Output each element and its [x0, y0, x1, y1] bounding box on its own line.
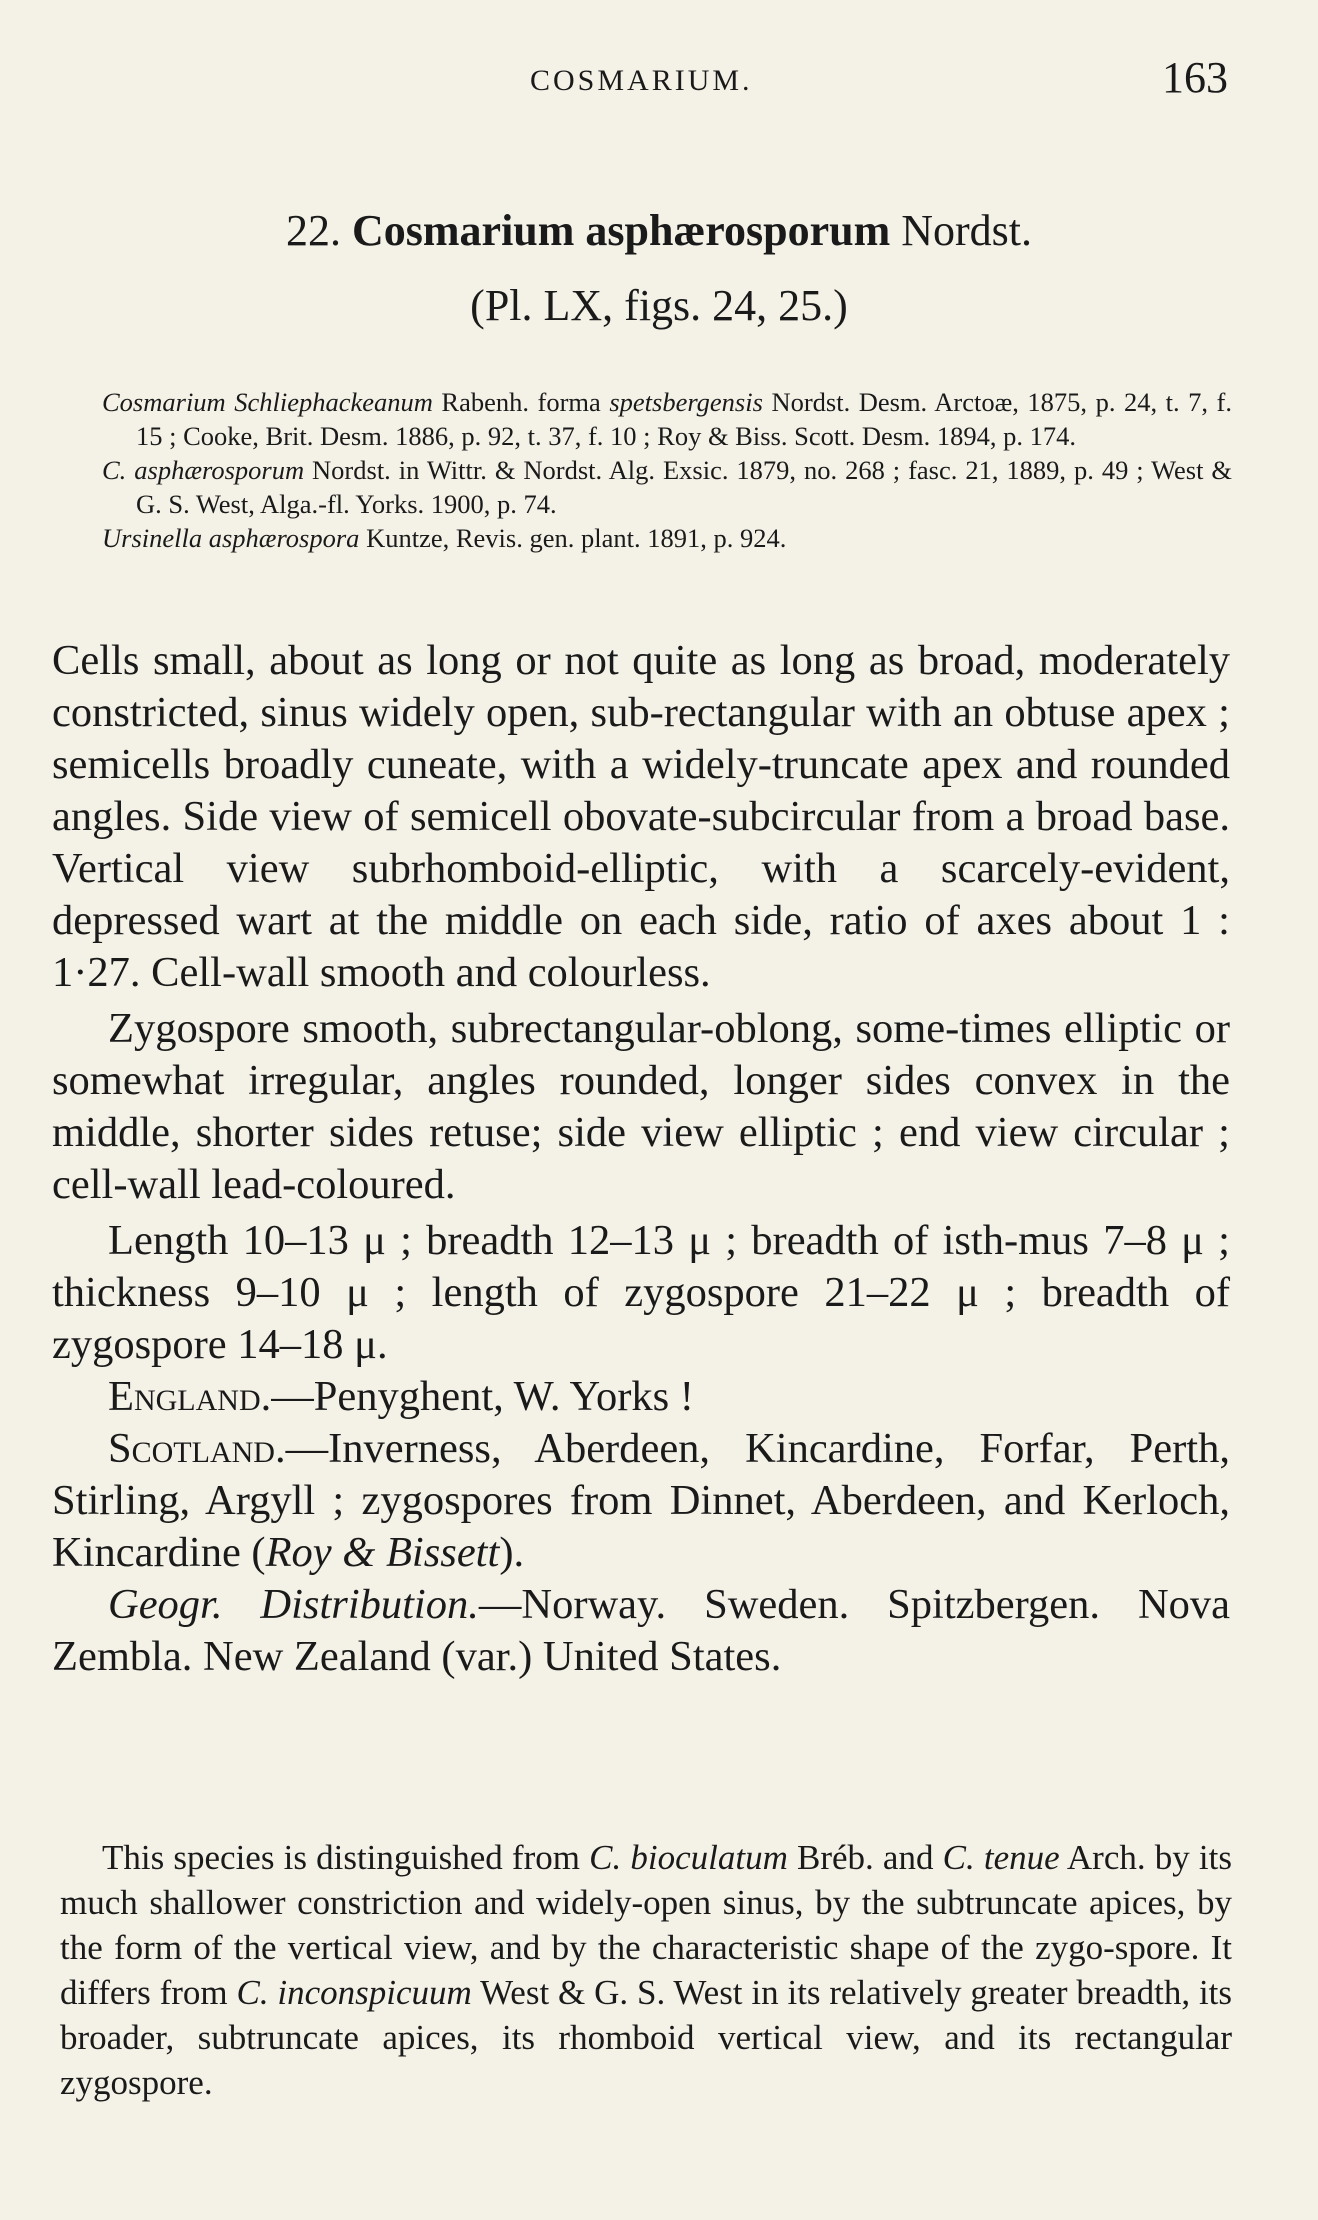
synonym-name: Ursinella asphærospora	[102, 523, 360, 553]
species-author: Nordst.	[901, 206, 1033, 255]
locality-scotland	[52, 1423, 1230, 1579]
synonym-citation: Nordst. in Wittr. & Nordst. Alg. Exsic. 1879, no. 268 ; fasc. 21, 1889, p. 49 ; West & G. S. West, Alga.-fl. Yorks. 1900, p. 74.	[136, 455, 1232, 519]
species-heading	[0, 205, 1318, 256]
measurements: Length 10–13 μ ; breadth 12–13 μ ; breadth of isth-mus 7–8 μ ; thickness 9–10 μ ; length of zygospore 21–22 μ ; breadth of zygospore 14–18 μ.	[52, 1217, 1230, 1368]
distribution-label: Geogr. Distribution.	[108, 1581, 479, 1628]
synonym-form-name: spetsbergensis	[609, 387, 763, 417]
region-label-england: England.	[108, 1373, 272, 1420]
plate-reference: (Pl. LX, figs. 24, 25.)	[470, 281, 848, 330]
collector-credit: Roy & Bissett	[265, 1529, 500, 1576]
locality-text-england: —Penyghent, W. Yorks !	[271, 1373, 694, 1420]
locality-england	[52, 1371, 1230, 1423]
synonym-citation: Kuntze, Revis. gen. plant. 1891, p. 924.	[359, 523, 787, 553]
synonym-entry	[102, 453, 1232, 521]
zygospore-description: Zygospore smooth, subrectangular-oblong, some-times elliptic or somewhat irregular, angles rounded, longer sides convex in the middle, shorter sides retuse; side view elliptic ; end view circular ; cell-wall lead-coloured.	[52, 1005, 1230, 1208]
species-name: Cosmarium asphærosporum	[351, 206, 891, 255]
note-text: Bréb. and	[787, 1838, 943, 1877]
synonym-name: C. asphærosporum	[102, 455, 305, 485]
locality-end: ).	[499, 1529, 525, 1576]
species-number: 22.	[285, 206, 341, 255]
geographic-distribution	[52, 1579, 1230, 1683]
locality-text-scotland: —Inverness, Aberdeen, Kincardine, Forfar, Perth, Stirling, Argyll ; zygospores from Dinnet, Aberdeen, and Kerloch, Kincardine (	[52, 1425, 1230, 1576]
synonym-citation: Rabenh. forma	[432, 387, 610, 417]
diagnostic-note	[60, 1835, 1232, 2105]
synonym-entry	[102, 521, 1232, 555]
species-description	[52, 635, 1230, 1683]
synonymy-list	[102, 385, 1232, 555]
note-text: This species is distinguished from	[102, 1838, 590, 1877]
region-label-scotland: Scotland.	[108, 1425, 286, 1472]
note-text: Arch. by its much shallower constriction and widely-open sinus, by the subtruncate apices, by the form of the vertical view, and by the characteristic shape of the zygo-spore. It differs from	[60, 1838, 1232, 2012]
note-taxon: C. inconspicuum	[236, 1973, 472, 2012]
synonym-name: Cosmarium Schliephackeanum	[102, 387, 433, 417]
note-taxon: C. tenue	[942, 1838, 1060, 1877]
page-number: 163	[1162, 53, 1228, 102]
synonym-entry	[102, 385, 1232, 453]
running-head	[0, 52, 1318, 112]
note-taxon: C. bioculatum	[589, 1838, 788, 1877]
running-title: COSMARIUM.	[530, 64, 753, 97]
synonym-citation: Nordst. Desm. Arctoæ, 1875, p. 24, t. 7, f. 15 ; Cooke, Brit. Desm. 1886, p. 92, t. 37, f. 10 ; Roy & Biss. Scott. Desm. 1894, p. 174.	[136, 387, 1232, 451]
note-text: West & G. S. West in its relatively greater breadth, its broader, subtruncate apices, its rhomboid vertical view, and its rectangular zygospore.	[60, 1973, 1233, 2102]
distribution-text: —Norway. Sweden. Spitzbergen. Nova Zembla. New Zealand (var.) United States.	[52, 1581, 1230, 1680]
cell-description: Cells small, about as long or not quite as long as broad, moderately constricted, sinus widely open, sub-rectangular with an obtuse apex ; semicells broadly cuneate, with a widely-truncate apex and rounded angles. Side view of semicell obovate-subcircular from a broad base. Vertical view subrhomboid-elliptic, with a scarcely-evident, depressed wart at the middle on each side, ratio of axes about 1 : 1·27. Cell-wall smooth and colourless.	[52, 637, 1230, 996]
